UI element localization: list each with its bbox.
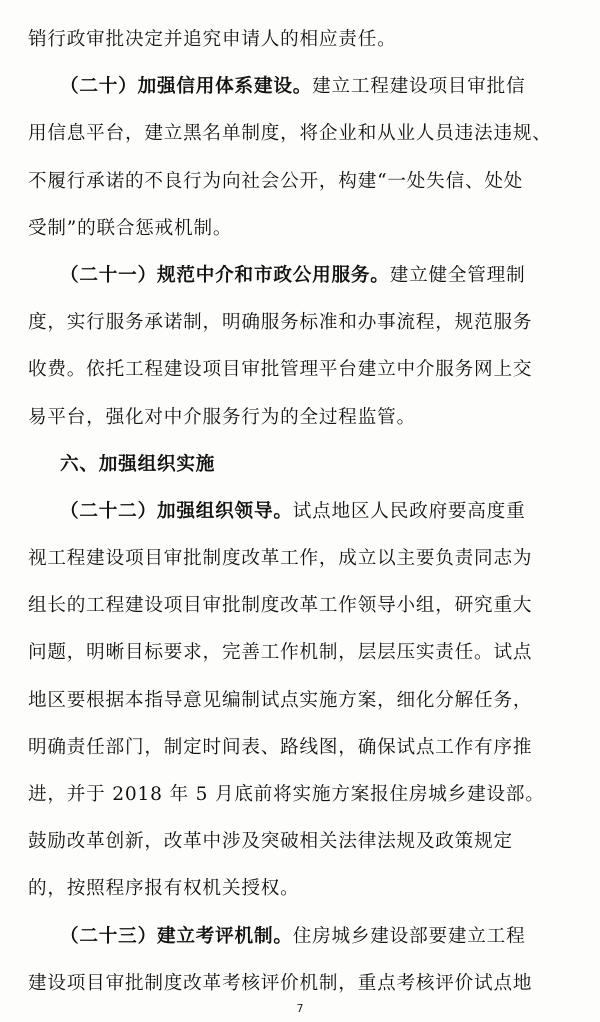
text-line — [28, 16, 580, 63]
paragraph-start-line — [28, 252, 580, 299]
line-text: 用信息平台，建立黑名单制度，将企业和从业人员违法违规、 — [28, 123, 552, 145]
section-heading-line — [28, 441, 580, 488]
paragraph-heading: （二十二）加强组织领导。 — [60, 500, 293, 522]
line-text: 组长的工程建设项目审批制度改革工作领导小组，研究重大 — [28, 595, 533, 617]
line-text: 明确责任部门，制定时间表、路线图，确保试点工作有序推 — [28, 736, 533, 758]
line-text: 受制”的联合惩戒机制。 — [28, 217, 233, 239]
line-text: 住房城乡建设部要建立工程 — [292, 925, 526, 947]
line-text: 进，并于 2018 年 5 月底前将实施方案报住房城乡建设部。 — [28, 784, 545, 805]
line-text: 度，实行服务承诺制，明确服务标准和办事流程，规范服务 — [28, 312, 533, 334]
text-line — [28, 865, 580, 912]
line-text: 试点地区人民政府要高度重 — [292, 500, 526, 522]
page-number: 7 — [296, 1002, 304, 1015]
line-text: 的，按照程序报有权机关授权。 — [28, 878, 300, 900]
text-line — [28, 582, 580, 629]
line-text: 建立健全管理制 — [389, 264, 526, 286]
line-text: 鼓励改革创新，改革中涉及突破相关法律法规及政策规定 — [28, 831, 513, 853]
line-text: 问题，明晰目标要求，完善工作机制，层层压实责任。试点 — [28, 642, 533, 664]
line-text: 不履行承诺的不良行为向社会公开，构建“一处失信、处处 — [28, 170, 524, 192]
line-text: 销行政审批决定并追究申请人的相应责任。 — [28, 29, 397, 50]
document-body — [28, 16, 580, 1007]
paragraph-heading: （二十一）规范中介和市政公用服务。 — [60, 264, 390, 286]
line-text: 地区要根据本指导意见编制试点实施方案，细化分解任务， — [28, 689, 533, 711]
paragraph-heading: （二十三）建立考评机制。 — [60, 925, 293, 947]
text-line — [28, 394, 580, 441]
text-line — [28, 346, 580, 393]
paragraph-start-line — [28, 63, 580, 110]
text-line — [28, 724, 580, 771]
line-text: 建设项目审批制度改革考核评价机制，重点考核评价试点地 — [28, 972, 533, 994]
line-text: 收费。依托工程建设项目审批管理平台建立中介服务网上交 — [28, 359, 533, 381]
line-text: 视工程建设项目审批制度改革工作，成立以主要负责同志为 — [28, 548, 533, 570]
text-line — [28, 677, 580, 724]
paragraph-heading: （二十）加强信用体系建设。 — [60, 76, 313, 98]
line-text: 建立工程建设项目审批信 — [312, 76, 526, 98]
text-line — [28, 535, 580, 582]
paragraph-start-line — [28, 488, 580, 535]
line-text: 易平台，强化对中介服务行为的全过程监管。 — [28, 406, 416, 428]
text-line — [28, 960, 580, 1007]
text-line — [28, 771, 580, 818]
text-line — [28, 629, 580, 676]
text-line — [28, 205, 580, 252]
text-line — [28, 818, 580, 865]
text-line — [28, 158, 580, 205]
section-heading: 六、加强组织实施 — [60, 453, 216, 475]
text-line — [28, 110, 580, 157]
text-line — [28, 299, 580, 346]
paragraph-start-line — [28, 913, 580, 960]
